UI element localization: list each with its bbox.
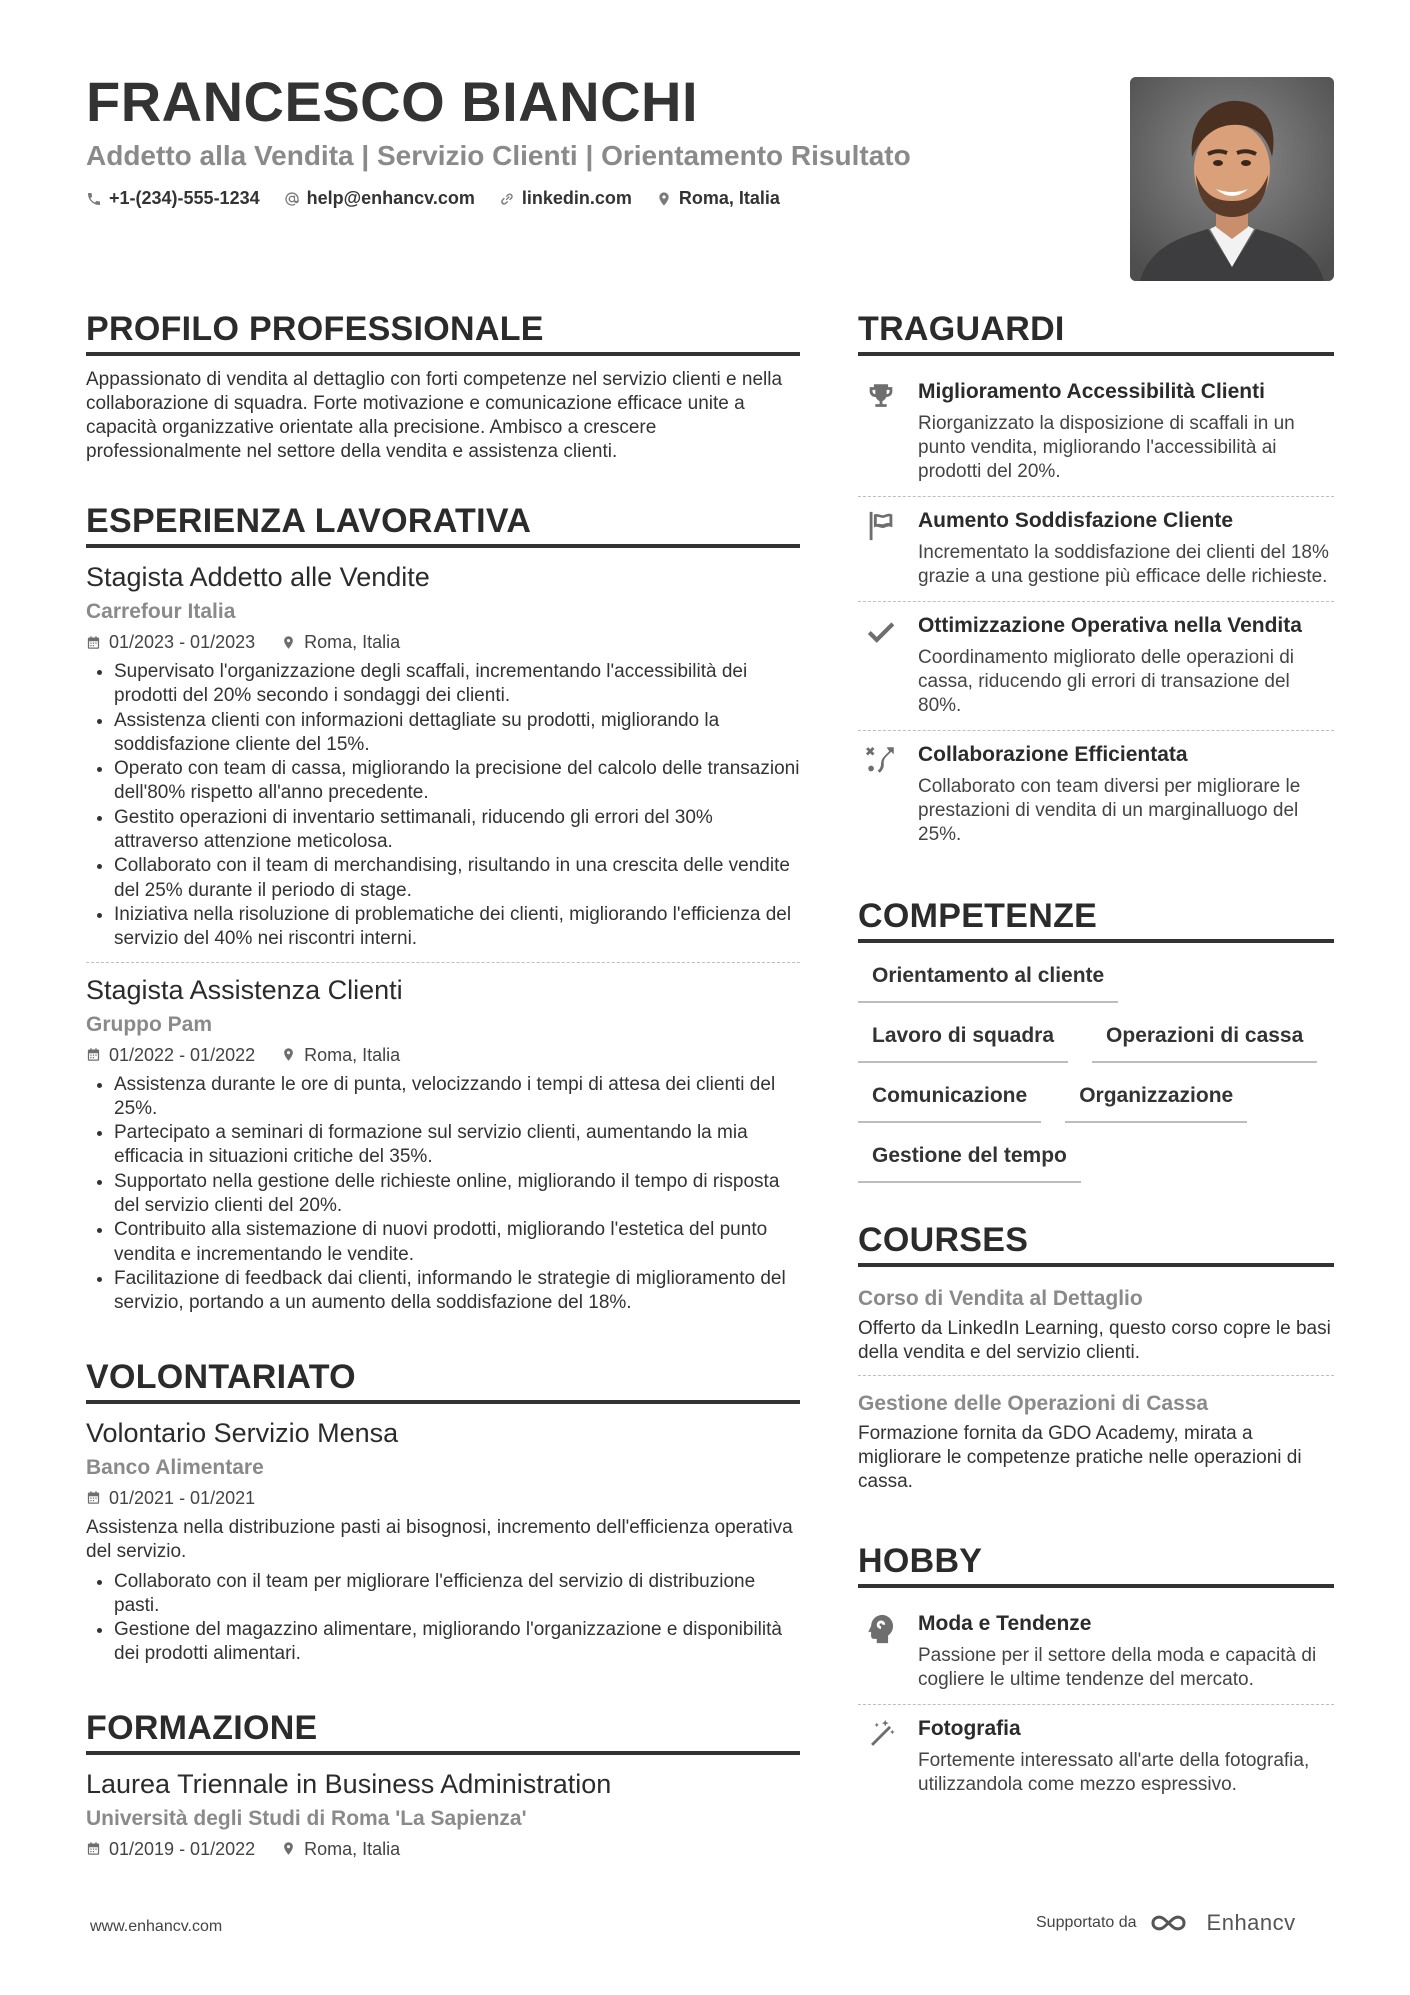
achievements-heading: TRAGUARDI [858, 308, 1334, 356]
course-title: Corso di Vendita al Dettaglio [858, 1287, 1143, 1310]
job-location-text: Roma, Italia [304, 1044, 401, 1065]
job-location [281, 1043, 400, 1067]
volunteer-org: Banco Alimentare [86, 1455, 264, 1479]
job-dates-text: 01/2022 - 01/2022 [109, 1044, 256, 1065]
magic-wand-icon [864, 1717, 898, 1751]
bullet-item: • Collaborato con il team per migliorare l'efficienza del servizio di distribuzione pasti. [114, 1570, 800, 1619]
achievement-text: Collaborato con team diversi per migliorare le prestazioni di vendita di un marginalluogo del 25%. [918, 776, 1301, 845]
achievement-text: Coordinamento migliorato delle operazioni di cassa, riducendo gli errori di transazione del 80%. [918, 647, 1294, 716]
volunteer-description: Assistenza nella distribuzione pasti ai bisognosi, incremento dell'efficienza operativa del servizio. [86, 1516, 793, 1562]
courses-heading: COURSES [858, 1219, 1334, 1267]
bullet-item: • Assistenza durante le ore di punta, velocizzando i tempi di attesa dei clienti del 25%. [114, 1073, 800, 1122]
bullet-item: • Supportato nella gestione delle richieste online, migliorando il tempo di risposta del servizio clienti del 20%. [114, 1170, 800, 1219]
education-dates-text: 01/2019 - 01/2022 [109, 1838, 256, 1859]
achievement-title: Ottimizzazione Operativa nella Vendita [918, 614, 1302, 637]
volunteer-bullets [86, 1570, 800, 1667]
calendar-icon [86, 1841, 101, 1856]
bullet-item: • Contribuito alla sistemazione di nuovi prodotti, migliorando l'estetica del punto vendita e incrementando le vendite. [114, 1218, 800, 1267]
enhancv-logo-icon [1149, 1911, 1195, 1935]
calendar-icon [86, 1047, 101, 1062]
job-entry [86, 560, 800, 962]
education-location-text: Roma, Italia [304, 1838, 401, 1859]
job-dates [86, 1043, 255, 1067]
tagline: Addetto alla Vendita | Servizio Clienti | Orientamento Risultato [86, 140, 911, 171]
course-item [858, 1375, 1334, 1504]
achievement-title: Aumento Soddisfazione Cliente [918, 509, 1234, 532]
footer-branding [1036, 1910, 1296, 1936]
hobby-text: Passione per il settore della moda e capacità di cogliere le ultime tendenze del mercato. [918, 1645, 1317, 1690]
bullet-item: • Collaborato con il team di merchandising, risultando in una crescita delle vendite del 25% durante il periodo di stage. [114, 854, 800, 903]
skill-tag: Operazioni di cassa [1092, 1017, 1317, 1063]
courses-section [858, 1219, 1334, 1504]
skill-tag: Orientamento al cliente [858, 957, 1118, 1003]
education-entry [86, 1767, 800, 1871]
profile-photo [1130, 77, 1334, 281]
job-dates [86, 630, 255, 654]
at-icon [284, 191, 300, 207]
flag-icon [864, 509, 898, 543]
job-entry [86, 962, 800, 1326]
hobby-heading: HOBBY [858, 1540, 1334, 1588]
bullet-item: • Assistenza clienti con informazioni dettagliate su prodotti, migliorando la soddisfazione cliente del 15%. [114, 709, 800, 758]
contact-bar [86, 188, 1086, 209]
achievement-title: Collaborazione Efficientata [918, 743, 1188, 766]
candidate-name: FRANCESCO BIANCHI [86, 70, 699, 133]
location-pin-icon [656, 191, 672, 207]
hobby-text: Fortemente interessato all'arte della fotografia, utilizzandola come mezzo espressivo. [918, 1750, 1310, 1795]
education-location [281, 1837, 400, 1861]
phone-icon [86, 191, 102, 207]
strategy-icon [864, 743, 898, 777]
volunteer-section [86, 1356, 800, 1677]
contact-linkedin[interactable] [499, 188, 632, 209]
job-company: Carrefour Italia [86, 600, 236, 623]
job-bullets [86, 660, 800, 952]
job-dates-text: 01/2023 - 01/2023 [109, 632, 256, 652]
job-role: Stagista Addetto alle Vendite [86, 562, 430, 592]
location-text: Roma, Italia [678, 188, 780, 208]
job-location [281, 630, 400, 654]
volunteer-meta [86, 1486, 800, 1510]
experience-section [86, 500, 800, 1326]
experience-heading: ESPERIENZA LAVORATIVA [86, 500, 800, 548]
brand-name: Enhancv [1206, 1910, 1296, 1935]
bullet-item: • Facilitazione di feedback dai clienti, informando le strategie di miglioramento del servizio, portando a un aumento della soddisfazione del 18%. [114, 1267, 800, 1316]
skill-tag: Gestione del tempo [858, 1137, 1081, 1183]
achievement-title: Miglioramento Accessibilità Clienti [918, 380, 1265, 403]
volunteer-entry [86, 1416, 800, 1677]
hobby-title: Moda e Tendenze [918, 1612, 1092, 1635]
achievement-text: Riorganizzato la disposizione di scaffali in un punto vendita, migliorando l'accessibilità ai prodotti del 20%. [918, 413, 1295, 482]
header [86, 70, 1086, 209]
job-meta [86, 1043, 800, 1067]
education-dates [86, 1837, 255, 1861]
course-text: Formazione fornita da GDO Academy, mirata a migliorare le competenze pratiche nelle operazioni di cassa. [858, 1423, 1302, 1492]
profile-section [86, 308, 800, 464]
contact-location [656, 188, 780, 209]
job-location-text: Roma, Italia [304, 632, 401, 652]
checkmark-icon [864, 614, 898, 648]
contact-phone[interactable] [86, 188, 260, 209]
skill-tag: Comunicazione [858, 1077, 1041, 1123]
profile-heading: PROFILO PROFESSIONALE [86, 308, 800, 356]
right-column [858, 308, 1334, 1845]
head-icon [864, 1612, 898, 1646]
bullet-item: • Iniziativa nella risoluzione di problematiche dei clienti, migliorando l'efficienza del servizio del 40% nei riscontri interni. [114, 903, 800, 952]
trophy-icon [864, 380, 898, 414]
skill-tag: Lavoro di squadra [858, 1017, 1068, 1063]
email-text: help@enhancv.com [306, 188, 475, 208]
powered-by-text: Supportato da [1036, 1914, 1137, 1931]
contact-email[interactable] [284, 188, 475, 209]
hobby-item [858, 1704, 1334, 1809]
volunteer-dates [86, 1486, 255, 1510]
job-bullets [86, 1073, 800, 1316]
location-pin-icon [281, 635, 296, 650]
bullet-item: • Gestione del magazzino alimentare, migliorando l'organizzazione e disponibilità dei prodotti alimentari. [114, 1618, 800, 1667]
education-section [86, 1707, 800, 1871]
portrait-image [1130, 77, 1334, 281]
volunteer-role: Volontario Servizio Mensa [86, 1417, 399, 1448]
volunteer-dates-text: 01/2021 - 01/2021 [109, 1487, 256, 1508]
calendar-icon [86, 635, 101, 650]
bullet-item: • Partecipato a seminari di formazione sul servizio clienti, aumentando la mia efficacia in situazioni critiche del 35%. [114, 1121, 800, 1170]
course-title: Gestione delle Operazioni di Cassa [858, 1392, 1209, 1415]
link-icon [499, 191, 515, 207]
phone-text: +1-(234)-555-1234 [109, 188, 260, 208]
education-degree: Laurea Triennale in Business Administration [86, 1768, 612, 1799]
location-pin-icon [281, 1047, 296, 1062]
job-role: Stagista Assistenza Clienti [86, 974, 403, 1005]
hobby-item [858, 1600, 1334, 1704]
achievement-item [858, 496, 1334, 601]
skills-list [858, 955, 1334, 1183]
job-company: Gruppo Pam [86, 1012, 213, 1036]
achievement-text: Incrementato la soddisfazione dei clienti del 18% grazie a una gestione più efficace delle richieste. [918, 542, 1329, 587]
achievement-item [858, 730, 1334, 859]
bullet-item: • Operato con team di cassa, migliorando la precisione del calcolo delle transazioni dell'80% rispetto all'anno precedente. [114, 757, 800, 806]
achievement-item [858, 368, 1334, 496]
footer-website[interactable]: www.enhancv.com [90, 1918, 223, 1935]
education-meta [86, 1837, 800, 1861]
bullet-item: • Supervisato l'organizzazione degli scaffali, incrementando l'accessibilità dei prodotti del 20% secondo i sondaggi dei clienti. [114, 660, 800, 709]
linkedin-text: linkedin.com [521, 188, 632, 208]
education-heading: FORMAZIONE [86, 1707, 800, 1755]
course-text: Offerto da LinkedIn Learning, questo corso copre le basi della vendita e del servizio clienti. [858, 1318, 1331, 1363]
volunteer-heading: VOLONTARIATO [86, 1356, 800, 1404]
skills-heading: COMPETENZE [858, 895, 1334, 943]
skills-section [858, 895, 1334, 1183]
left-column [86, 308, 800, 1907]
job-meta [86, 630, 800, 654]
achievement-item [858, 601, 1334, 730]
skill-tag: Organizzazione [1065, 1077, 1247, 1123]
education-school: Università degli Studi di Roma 'La Sapienza' [86, 1806, 527, 1830]
hobby-title: Fotografia [918, 1717, 1021, 1740]
calendar-icon [86, 1490, 101, 1505]
location-pin-icon [281, 1841, 296, 1856]
course-item [858, 1279, 1334, 1375]
profile-summary: Appassionato di vendita al dettaglio con forti competenze nel servizio clienti e nella collaborazione di squadra. Forte motivazione e comunicazione efficace unite a capacità organizzative orientate alla precisione. Ambisco a crescere professionalmente nel settore della vendita e assistenza clienti. [86, 369, 783, 462]
hobby-section [858, 1540, 1334, 1809]
achievements-section [858, 308, 1334, 859]
bullet-item: • Gestito operazioni di inventario settimanali, riducendo gli errori del 30% attraverso attenzione meticolosa. [114, 806, 800, 855]
